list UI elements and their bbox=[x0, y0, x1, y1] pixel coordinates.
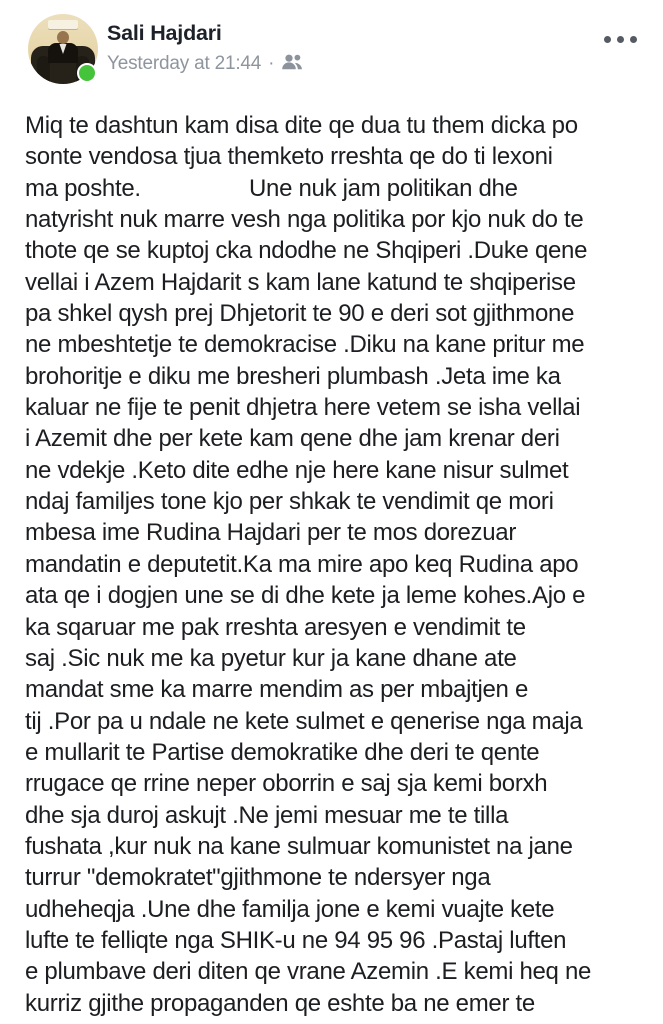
ellipsis-icon bbox=[630, 36, 637, 43]
timestamp[interactable]: Yesterday at 21:44 bbox=[107, 52, 262, 74]
meta-separator: · bbox=[268, 52, 275, 74]
post-text-line: sonte vendosa tjua themketo rreshta qe do ti lexoni bbox=[25, 143, 553, 171]
post-header-text bbox=[107, 14, 303, 76]
post-text-line: e mullarit te Partise demokratike dhe deri te qente bbox=[25, 738, 540, 766]
post-text-line: saj .Sic nuk me ka pyetur kur ja kane dhane ate bbox=[25, 644, 517, 672]
post-text-line: lufte te felliqte nga SHIK-u ne 94 95 96 .Pastaj luften bbox=[25, 926, 567, 954]
avatar-photo-person-head-shape bbox=[57, 31, 69, 44]
online-status-dot bbox=[77, 63, 97, 83]
post-text-line: mbesa ime Rudina Hajdari per te mos dorezuar bbox=[25, 519, 517, 547]
avatar[interactable] bbox=[28, 14, 98, 84]
post-text-line: ne vdekje .Keto dite edhe nje here kane nisur sulmet bbox=[25, 456, 569, 484]
post-text-line: e plumbave deri diten qe vrane Azemin .E kemi heq ne bbox=[25, 958, 592, 986]
post-text-line: ndaj familjes tone kjo per shkak te vendimit qe mori bbox=[25, 488, 554, 516]
post-text-line: brohoritje e diku me bresheri plumbash .Jeta ime ka bbox=[25, 362, 561, 390]
friends-icon bbox=[281, 54, 303, 76]
post-text-line: ka sqaruar me pak rreshta aresyen e vendimit te bbox=[25, 613, 526, 641]
post-text-line: fushata ,kur nuk na kane sulmuar komunistet na jane bbox=[25, 832, 573, 860]
post-menu-button[interactable] bbox=[594, 14, 649, 53]
post-text-line: ne mbeshtetje te demokracise .Diku na kane pritur me bbox=[25, 331, 585, 359]
post-text-line: vellai i Azem Hajdarit s kam lane katund te shqiperise bbox=[25, 268, 576, 296]
post-header bbox=[0, 0, 663, 84]
post-text-line: kurriz gjithe propaganden qe eshte ba ne emer te bbox=[25, 989, 535, 1017]
post-text-line: tij .Por pa u ndale ne kete sulmet e qenerise nga maja bbox=[25, 707, 583, 735]
post-text-line: udheheqja .Une dhe familja jone e kemi vuajte kete bbox=[25, 895, 555, 923]
post-meta bbox=[107, 52, 303, 76]
avatar-photo-ac-unit-shape bbox=[48, 20, 78, 29]
post-text-line: ma poshte. Une nuk jam politikan dhe bbox=[25, 174, 518, 202]
post-text-line: mandat sme ka marre mendim as per mbajtjen e bbox=[25, 676, 529, 704]
author-name[interactable]: Sali Hajdari bbox=[107, 21, 222, 45]
post-text-line: i Azemit dhe per kete kam qene dhe jam krenar deri bbox=[25, 425, 560, 453]
post-text-line: rrugace qe rrine neper oborrin e saj sja kemi borxh bbox=[25, 770, 548, 798]
post-text-line: pa shkel qysh prej Dhjetorit te 90 e deri sot gjithmone bbox=[25, 300, 575, 328]
post-text-line: turrur "demokratet"gjithmone te ndersyer nga bbox=[25, 864, 491, 892]
post-text bbox=[0, 84, 663, 1019]
post-text-line: dhe sja duroj askujt .Ne jemi mesuar me te tilla bbox=[25, 801, 509, 829]
ellipsis-icon bbox=[604, 36, 611, 43]
post-text-line: thote qe se kuptoj cka ndodhe ne Shqiperi .Duke qene bbox=[25, 237, 588, 265]
post-text-line: natyrisht nuk marre vesh nga politika por kjo nuk do te bbox=[25, 206, 584, 234]
post-text-line: mandatin e deputetit.Ka ma mire apo keq Rudina apo bbox=[25, 550, 579, 578]
post-text-line: ata qe i dogjen une se di dhe kete ja leme kohes.Ajo e bbox=[25, 582, 586, 610]
ellipsis-icon bbox=[617, 36, 624, 43]
post-text-line: kaluar ne fije te penit dhjetra here vetem se isha vellai bbox=[25, 394, 581, 422]
post-text-line: Miq te dashtun kam disa dite qe dua tu them dicka po bbox=[25, 112, 578, 139]
